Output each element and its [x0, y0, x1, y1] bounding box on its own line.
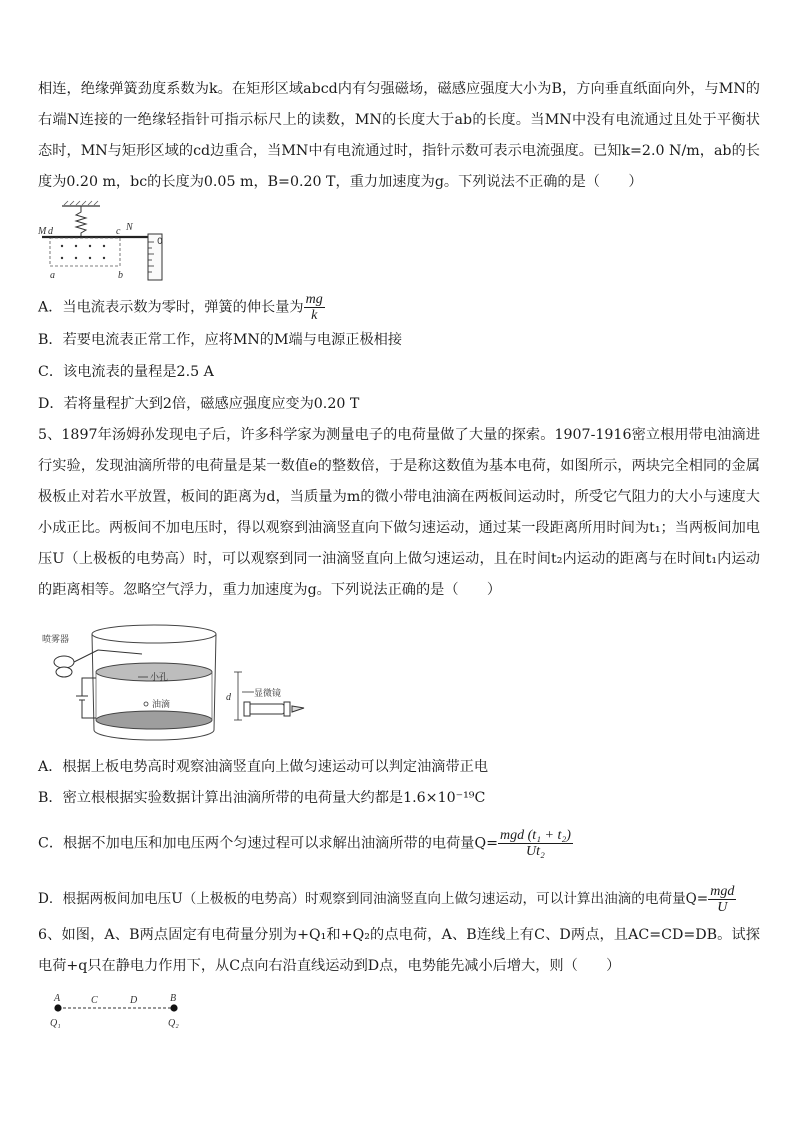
label-n: N — [126, 222, 133, 233]
label-drop: 油滴 — [152, 700, 171, 710]
q5-option-c — [38, 828, 573, 859]
q4-figure — [38, 200, 173, 290]
label-distance-d: d — [226, 692, 231, 703]
q5-option-c-fraction — [498, 828, 573, 859]
q6-figure — [44, 990, 204, 1034]
label-b: b — [118, 270, 123, 281]
label-c: c — [116, 226, 121, 237]
droplet-icon — [144, 702, 148, 706]
q5-option-c-num: mgd (t₁ + t₂) — [500, 828, 571, 843]
q5-option-d-num: mgd — [710, 884, 735, 899]
q5-option-b: B．密立根根据实验数据计算出油滴所带的电荷量大约都是1.6×10⁻¹⁹C — [38, 790, 486, 806]
lower-plate — [96, 711, 212, 729]
q4-option-d: D．若将量程扩大到2倍，磁感应强度应变为0.20 T — [38, 396, 360, 412]
label-point-c: C — [91, 995, 98, 1006]
microscope-icon — [244, 702, 304, 716]
q5-option-d-den: U — [717, 900, 728, 915]
q5-option-c-den: Ut₂ — [526, 844, 545, 859]
field-region — [50, 238, 120, 266]
label-d: d — [48, 226, 53, 237]
q5-option-d-text: D．根据两板间加电压U（上极板的电势高）时观察到同油滴竖直向上做匀速运动，可以计算出油滴的电荷量Q= — [38, 891, 709, 907]
label-m: M — [38, 226, 47, 237]
q4-option-a-fraction — [304, 292, 325, 323]
label-a: a — [50, 270, 55, 281]
q5-option-d — [38, 884, 736, 915]
charge-a — [54, 1004, 61, 1011]
label-hole: 小孔 — [150, 673, 169, 683]
q4-option-a-num: mg — [305, 292, 323, 307]
label-q1: Q₁ — [50, 1018, 61, 1029]
label-point-b: B — [170, 993, 177, 1004]
q4-option-a — [38, 292, 325, 323]
q4-option-b: B．若要电流表正常工作，应将MN的M端与电源正极相接 — [38, 332, 403, 348]
spring — [76, 206, 86, 237]
q5-option-d-fraction — [708, 884, 736, 915]
q5-stem: 5、1897年汤姆孙发现电子后，许多科学家为测量电子的电荷量做了大量的探索。1907-1916密立根用带电油滴进行实验，发现油滴所带的电荷量是某一数值e的整数倍，于是称这数值为基本电荷，如图所示，两块完全相同的金属极板止对若水平放置，板间的距离为d，当质量为m的微小带电油滴在两板间运动时，所受它气阻力的大小与速度大小成正比。两板间不加电压时，得以观察到油滴竖直向下做匀速运动，通过某一段距离所用时间为t₁；当两板间加电压U（上极板的电势高）时，可以观察到同一油滴竖直向上做匀速运动，且在时间t₂内运动的距离与在时间t₁内运动的距离相等。忽略空气浮力，重力加速度为g。下列说法正确的是（ ） — [38, 427, 760, 598]
label-microscope: 显微镜 — [254, 689, 282, 699]
label-point-d: D — [130, 995, 138, 1006]
q5-option-a: A．根据上板电势高时观察油滴竖直向上做匀速运动可以判定油滴带正电 — [38, 759, 489, 775]
q5-figure — [42, 620, 322, 750]
q4-option-a-text: A．当电流表示数为零时，弹簧的伸长量为 — [38, 299, 304, 316]
label-sprayer: 喷雾器 — [42, 635, 70, 645]
label-zero: 0 — [157, 237, 163, 247]
label-q2: Q₂ — [168, 1018, 179, 1029]
q5-option-c-text: C．根据不加电压和加电压两个匀速过程可以求解出油滴所带的电荷量Q= — [38, 835, 499, 852]
q6-stem: 6、如图，A、B两点固定有电荷量分别为+Q₁和+Q₂的点电荷，A、B连线上有C、D两点，且AC=CD=DB。试探电荷+q只在静电力作用下，从C点向右沿直线运动到D点，电势能先减小后增大，则（ ） — [38, 927, 760, 974]
q4-stem: 相连，绝缘弹簧劲度系数为k。在矩形区域abcd内有匀强磁场，磁感应强度大小为B，方向垂直纸面向外，与MN的右端N连接的一绝缘轻指针可指示标尺上的读数，MN的长度大于ab的长度。当MN中没有电流通过且处于平衡状态时，MN与矩形区域的cd边重合，当MN中有电流通过时，指针示数可表示电流强度。已知k=2.0 N/m，ab的长度为0.20 m，bc的长度为0.05 m，B=0.20 T，重力加速度为g。下列说法不正确的是（ ） — [38, 81, 760, 190]
q4-option-c: C．该电流表的量程是2.5 A — [38, 364, 214, 380]
label-point-a: A — [54, 993, 61, 1004]
charge-b — [170, 1004, 177, 1011]
q4-option-a-den: k — [311, 308, 318, 323]
